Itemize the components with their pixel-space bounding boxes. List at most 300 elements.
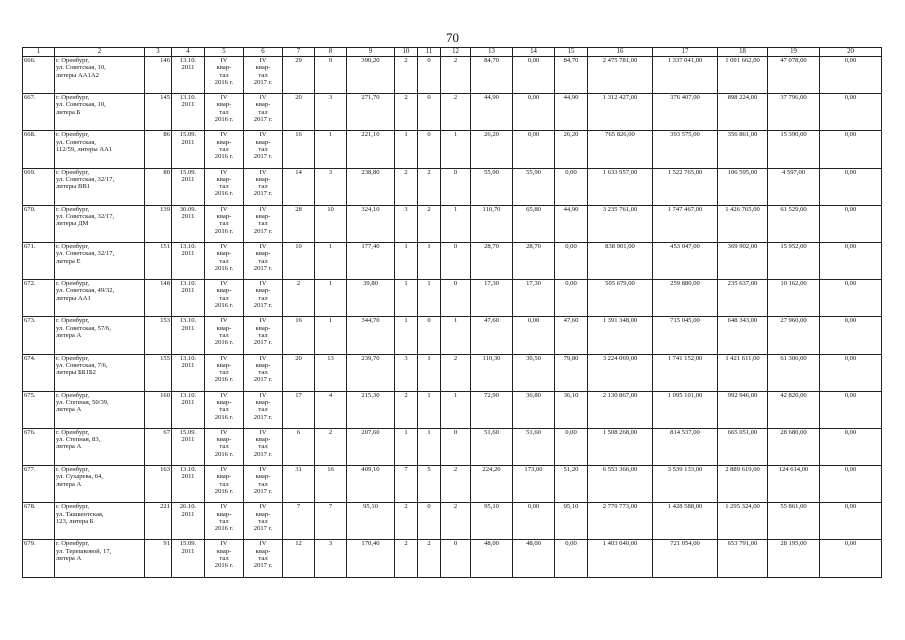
date-cell: 30.09. 2011 [172,205,205,242]
col12-cell: 2 [441,57,471,94]
col14-cell: 28,70 [513,242,555,279]
quarter-start-cell: IV квар- тал 2016 г. [205,94,244,131]
table-row [23,540,882,577]
col20-cell: 0,00 [820,391,882,428]
table-row [23,503,882,540]
col18-cell: 653 791,00 [718,540,768,577]
col10-cell: 2 [395,540,418,577]
col11-cell: 2 [418,168,441,205]
col-num-19: 19 [768,48,820,57]
table-row [23,57,882,94]
col20-cell: 0,00 [820,503,882,540]
table-row [23,280,882,317]
col11-cell: 0 [418,57,441,94]
col7-cell: 20 [283,94,315,131]
col7-cell: 6 [283,428,315,465]
col8-cell: 9 [315,57,347,94]
col16-cell: 505 679,00 [588,280,653,317]
col17-cell: 393 575,00 [653,131,718,168]
col10-cell: 1 [395,280,418,317]
col17-cell: 1 428 588,00 [653,503,718,540]
col13-cell: 110,30 [471,354,513,391]
col11-cell: 2 [418,205,441,242]
col8-cell: 13 [315,354,347,391]
col3-cell: 67 [145,428,172,465]
col10-cell: 1 [395,428,418,465]
col20-cell: 0,00 [820,317,882,354]
col17-cell: 376 407,00 [653,94,718,131]
col12-cell: 1 [441,391,471,428]
quarter-end-cell: IV квар- тал 2017 г. [244,57,283,94]
col13-cell: 51,60 [471,428,513,465]
col19-cell: 37 796,00 [768,94,820,131]
area-cell: 39,80 [347,280,395,317]
col13-cell: 72,90 [471,391,513,428]
col14-cell: 0,00 [513,131,555,168]
col8-cell: 4 [315,391,347,428]
area-cell: 95,10 [347,503,395,540]
col17-cell: 1 741 152,00 [653,354,718,391]
col14-cell: 17,30 [513,280,555,317]
col15-cell: 0,00 [555,540,588,577]
col7-cell: 28 [283,205,315,242]
col13-cell: 26,20 [471,131,513,168]
column-number-row [23,48,882,57]
col10-cell: 3 [395,354,418,391]
quarter-start-cell: IV квар- тал 2016 г. [205,317,244,354]
col-num-20: 20 [820,48,882,57]
area-cell: 324,10 [347,205,395,242]
col8-cell: 1 [315,280,347,317]
col15-cell: 44,90 [555,94,588,131]
col11-cell: 1 [418,428,441,465]
address-cell: г. Оренбург, ул. Советская, 32/17, литеры ВВ1 [55,168,145,205]
col-num-16: 16 [588,48,653,57]
col19-cell: 27 960,00 [768,317,820,354]
col-num-8: 8 [315,48,347,57]
table-row [23,94,882,131]
row-number: 678. [23,503,55,540]
col16-cell: 3 235 761,00 [588,205,653,242]
col3-cell: 221 [145,503,172,540]
quarter-start-cell: IV квар- тал 2016 г. [205,242,244,279]
col15-cell: 36,10 [555,391,588,428]
col19-cell: 124 614,00 [768,466,820,503]
col19-cell: 10 162,00 [768,280,820,317]
col18-cell: 1 426 765,00 [718,205,768,242]
address-cell: г. Оренбург, ул. Ташкентская, 123, литера Б [55,503,145,540]
col16-cell: 2 475 781,00 [588,57,653,94]
col18-cell: 2 889 619,00 [718,466,768,503]
col-num-10: 10 [395,48,418,57]
col19-cell: 28 195,00 [768,540,820,577]
quarter-start-cell: IV квар- тал 2016 г. [205,205,244,242]
col16-cell: 3 224 069,00 [588,354,653,391]
col14-cell: 48,00 [513,540,555,577]
area-cell: 221,10 [347,131,395,168]
col7-cell: 10 [283,242,315,279]
col7-cell: 17 [283,391,315,428]
col3-cell: 91 [145,540,172,577]
quarter-end-cell: IV квар- тал 2017 г. [244,168,283,205]
col8-cell: 3 [315,94,347,131]
col20-cell: 0,00 [820,466,882,503]
col3-cell: 153 [145,317,172,354]
col-num-7: 7 [283,48,315,57]
col11-cell: 1 [418,354,441,391]
col18-cell: 1 091 662,00 [718,57,768,94]
col-num-11: 11 [418,48,441,57]
col-num-1: 1 [23,48,55,57]
col18-cell: 665 051,00 [718,428,768,465]
col20-cell: 0,00 [820,57,882,94]
col20-cell: 0,00 [820,242,882,279]
col16-cell: 6 553 366,00 [588,466,653,503]
col19-cell: 15 390,00 [768,131,820,168]
col3-cell: 86 [145,131,172,168]
quarter-end-cell: IV квар- тал 2017 г. [244,503,283,540]
col15-cell: 79,80 [555,354,588,391]
col10-cell: 2 [395,57,418,94]
col18-cell: 369 902,00 [718,242,768,279]
col10-cell: 3 [395,205,418,242]
row-number: 670. [23,205,55,242]
quarter-end-cell: IV квар- тал 2017 г. [244,354,283,391]
col19-cell: 61 529,00 [768,205,820,242]
row-number: 676. [23,428,55,465]
col16-cell: 1 633 957,00 [588,168,653,205]
col11-cell: 0 [418,94,441,131]
date-cell: 15.09. 2011 [172,168,205,205]
address-cell: г. Оренбург, ул. Степная, 50/39, литера А [55,391,145,428]
area-cell: 344,70 [347,317,395,354]
row-number: 672. [23,280,55,317]
col12-cell: 0 [441,428,471,465]
col17-cell: 1 747 467,00 [653,205,718,242]
col13-cell: 47,60 [471,317,513,354]
col11-cell: 1 [418,242,441,279]
col19-cell: 15 952,00 [768,242,820,279]
col8-cell: 10 [315,205,347,242]
quarter-start-cell: IV квар- тал 2016 г. [205,466,244,503]
col20-cell: 0,00 [820,280,882,317]
col19-cell: 61 306,00 [768,354,820,391]
col13-cell: 224,20 [471,466,513,503]
col8-cell: 1 [315,242,347,279]
col8-cell: 1 [315,317,347,354]
col10-cell: 1 [395,317,418,354]
date-cell: 13.10. 2011 [172,57,205,94]
col16-cell: 2 779 773,00 [588,503,653,540]
col-num-15: 15 [555,48,588,57]
area-cell: 177,40 [347,242,395,279]
quarter-start-cell: IV квар- тал 2016 г. [205,168,244,205]
quarter-end-cell: IV квар- тал 2017 г. [244,317,283,354]
col10-cell: 2 [395,168,418,205]
col11-cell: 1 [418,280,441,317]
col20-cell: 0,00 [820,428,882,465]
area-cell: 409,10 [347,466,395,503]
col15-cell: 44,90 [555,205,588,242]
table-row [23,466,882,503]
col10-cell: 2 [395,503,418,540]
table-row [23,242,882,279]
col17-cell: 1 337 041,00 [653,57,718,94]
col13-cell: 28,70 [471,242,513,279]
col19-cell: 4 597,00 [768,168,820,205]
row-number: 668. [23,131,55,168]
col14-cell: 0,00 [513,57,555,94]
address-cell: г. Оренбург, ул. Советская, 7/6, литеры ББ1Б2 [55,354,145,391]
col19-cell: 42 820,00 [768,391,820,428]
address-cell: г. Оренбург, ул. Советская, 32/17, литера Е [55,242,145,279]
page-number: 70 [446,30,459,45]
col7-cell: 16 [283,131,315,168]
col8-cell: 3 [315,540,347,577]
col3-cell: 146 [145,57,172,94]
col15-cell: 95,10 [555,503,588,540]
col10-cell: 1 [395,131,418,168]
area-cell: 207,60 [347,428,395,465]
col13-cell: 55,90 [471,168,513,205]
col13-cell: 48,00 [471,540,513,577]
col14-cell: 173,00 [513,466,555,503]
col14-cell: 65,80 [513,205,555,242]
col20-cell: 0,00 [820,94,882,131]
col20-cell: 0,00 [820,540,882,577]
col13-cell: 95,10 [471,503,513,540]
col20-cell: 0,00 [820,168,882,205]
col3-cell: 151 [145,242,172,279]
col7-cell: 29 [283,57,315,94]
col17-cell: 1 522 765,00 [653,168,718,205]
date-cell: 15.09. 2011 [172,428,205,465]
table-row [23,131,882,168]
col3-cell: 163 [145,466,172,503]
col20-cell: 0,00 [820,131,882,168]
address-cell: г. Оренбург, ул. Советская, 57/6, литера А [55,317,145,354]
col13-cell: 44,90 [471,94,513,131]
col16-cell: 2 130 867,00 [588,391,653,428]
col19-cell: 55 861,00 [768,503,820,540]
row-number: 675. [23,391,55,428]
col7-cell: 31 [283,466,315,503]
quarter-start-cell: IV квар- тал 2016 г. [205,391,244,428]
col14-cell: 51,60 [513,428,555,465]
col18-cell: 1 295 324,00 [718,503,768,540]
col8-cell: 2 [315,428,347,465]
date-cell: 13.10. 2011 [172,94,205,131]
address-cell: г. Оренбург, ул. Советская, 32/17, литеры ДМ [55,205,145,242]
col14-cell: 0,00 [513,317,555,354]
col16-cell: 1 403 040,00 [588,540,653,577]
quarter-end-cell: IV квар- тал 2017 г. [244,242,283,279]
col-num-4: 4 [172,48,205,57]
col-num-3: 3 [145,48,172,57]
row-number: 679. [23,540,55,577]
table-row [23,428,882,465]
col12-cell: 0 [441,280,471,317]
row-number: 674. [23,354,55,391]
quarter-start-cell: IV квар- тал 2016 г. [205,503,244,540]
quarter-start-cell: IV квар- тал 2016 г. [205,280,244,317]
col15-cell: 51,20 [555,466,588,503]
col8-cell: 7 [315,503,347,540]
area-cell: 239,70 [347,354,395,391]
col19-cell: 47 078,00 [768,57,820,94]
area-cell: 170,40 [347,540,395,577]
col11-cell: 2 [418,540,441,577]
col11-cell: 1 [418,391,441,428]
col17-cell: 453 047,00 [653,242,718,279]
row-number: 677. [23,466,55,503]
col10-cell: 7 [395,466,418,503]
col3-cell: 80 [145,168,172,205]
col10-cell: 2 [395,391,418,428]
quarter-start-cell: IV квар- тал 2016 г. [205,57,244,94]
quarter-end-cell: IV квар- тал 2017 г. [244,94,283,131]
col15-cell: 0,00 [555,168,588,205]
col15-cell: 0,00 [555,242,588,279]
col3-cell: 148 [145,280,172,317]
col11-cell: 0 [418,503,441,540]
col12-cell: 1 [441,205,471,242]
col15-cell: 26,20 [555,131,588,168]
col11-cell: 0 [418,317,441,354]
row-number: 671. [23,242,55,279]
col12-cell: 2 [441,503,471,540]
col12-cell: 2 [441,466,471,503]
address-cell: г. Оренбург, ул. Советская, 49/32, литеры АА1 [55,280,145,317]
col13-cell: 17,30 [471,280,513,317]
col14-cell: 0,00 [513,503,555,540]
col14-cell: 0,00 [513,94,555,131]
col10-cell: 2 [395,94,418,131]
col18-cell: 356 861,00 [718,131,768,168]
address-cell: г. Оренбург, ул. Советская, 112/59, литеры АА1 [55,131,145,168]
col17-cell: 814 537,00 [653,428,718,465]
col12-cell: 1 [441,317,471,354]
col18-cell: 1 421 611,00 [718,354,768,391]
col13-cell: 110,70 [471,205,513,242]
col14-cell: 36,80 [513,391,555,428]
col8-cell: 1 [315,131,347,168]
quarter-end-cell: IV квар- тал 2017 г. [244,540,283,577]
table-row [23,205,882,242]
col3-cell: 139 [145,205,172,242]
col-num-6: 6 [244,48,283,57]
col10-cell: 1 [395,242,418,279]
col12-cell: 2 [441,354,471,391]
row-number: 667. [23,94,55,131]
col17-cell: 259 880,00 [653,280,718,317]
col18-cell: 648 343,00 [718,317,768,354]
date-cell: 26.10. 2011 [172,503,205,540]
quarter-end-cell: IV квар- тал 2017 г. [244,205,283,242]
date-cell: 13.10. 2011 [172,391,205,428]
address-cell: г. Оренбург, ул. Советская, 10, литеры АА1А2 [55,57,145,94]
col12-cell: 0 [441,540,471,577]
date-cell: 13.10. 2011 [172,280,205,317]
col8-cell: 3 [315,168,347,205]
col7-cell: 20 [283,354,315,391]
address-cell: г. Оренбург, ул. Советская, 10, литера Б [55,94,145,131]
date-cell: 13.10. 2011 [172,466,205,503]
col15-cell: 84,70 [555,57,588,94]
col7-cell: 16 [283,317,315,354]
col16-cell: 1 391 348,00 [588,317,653,354]
quarter-start-cell: IV квар- тал 2016 г. [205,428,244,465]
col3-cell: 160 [145,391,172,428]
col12-cell: 0 [441,242,471,279]
col20-cell: 0,00 [820,354,882,391]
col16-cell: 1 508 268,00 [588,428,653,465]
address-cell: г. Оренбург, ул. Терешковой, 17, литера А [55,540,145,577]
col18-cell: 235 637,00 [718,280,768,317]
col13-cell: 84,70 [471,57,513,94]
col14-cell: 55,90 [513,168,555,205]
table-row [23,354,882,391]
table-row [23,168,882,205]
col17-cell: 1 095 101,00 [653,391,718,428]
area-cell: 238,80 [347,168,395,205]
quarter-end-cell: IV квар- тал 2017 г. [244,466,283,503]
table-row [23,317,882,354]
col17-cell: 3 539 133,00 [653,466,718,503]
address-cell: г. Оренбург, ул. Степная, 83, литера А [55,428,145,465]
row-number: 669. [23,168,55,205]
col7-cell: 14 [283,168,315,205]
quarter-start-cell: IV квар- тал 2016 г. [205,354,244,391]
col16-cell: 765 826,00 [588,131,653,168]
col11-cell: 0 [418,131,441,168]
col-num-17: 17 [653,48,718,57]
area-cell: 390,20 [347,57,395,94]
address-cell: г. Оренбург, ул. Сухарева, 64, литера А [55,466,145,503]
col-num-18: 18 [718,48,768,57]
col-num-13: 13 [471,48,513,57]
col16-cell: 1 312 427,00 [588,94,653,131]
housing-table [22,47,882,578]
area-cell: 271,70 [347,94,395,131]
table-row [23,391,882,428]
col18-cell: 106 595,00 [718,168,768,205]
col-num-5: 5 [205,48,244,57]
col16-cell: 838 901,00 [588,242,653,279]
row-number: 673. [23,317,55,354]
quarter-end-cell: IV квар- тал 2017 г. [244,428,283,465]
col15-cell: 47,60 [555,317,588,354]
quarter-end-cell: IV квар- тал 2017 г. [244,131,283,168]
col14-cell: 30,50 [513,354,555,391]
col17-cell: 715 045,00 [653,317,718,354]
area-cell: 215,30 [347,391,395,428]
quarter-start-cell: IV квар- тал 2016 г. [205,131,244,168]
col-num-9: 9 [347,48,395,57]
col19-cell: 28 680,00 [768,428,820,465]
col7-cell: 12 [283,540,315,577]
col20-cell: 0,00 [820,205,882,242]
col-num-12: 12 [441,48,471,57]
row-number: 666. [23,57,55,94]
col12-cell: 1 [441,131,471,168]
col17-cell: 721 054,00 [653,540,718,577]
col8-cell: 16 [315,466,347,503]
col7-cell: 2 [283,280,315,317]
col15-cell: 0,00 [555,280,588,317]
col3-cell: 145 [145,94,172,131]
col12-cell: 0 [441,168,471,205]
